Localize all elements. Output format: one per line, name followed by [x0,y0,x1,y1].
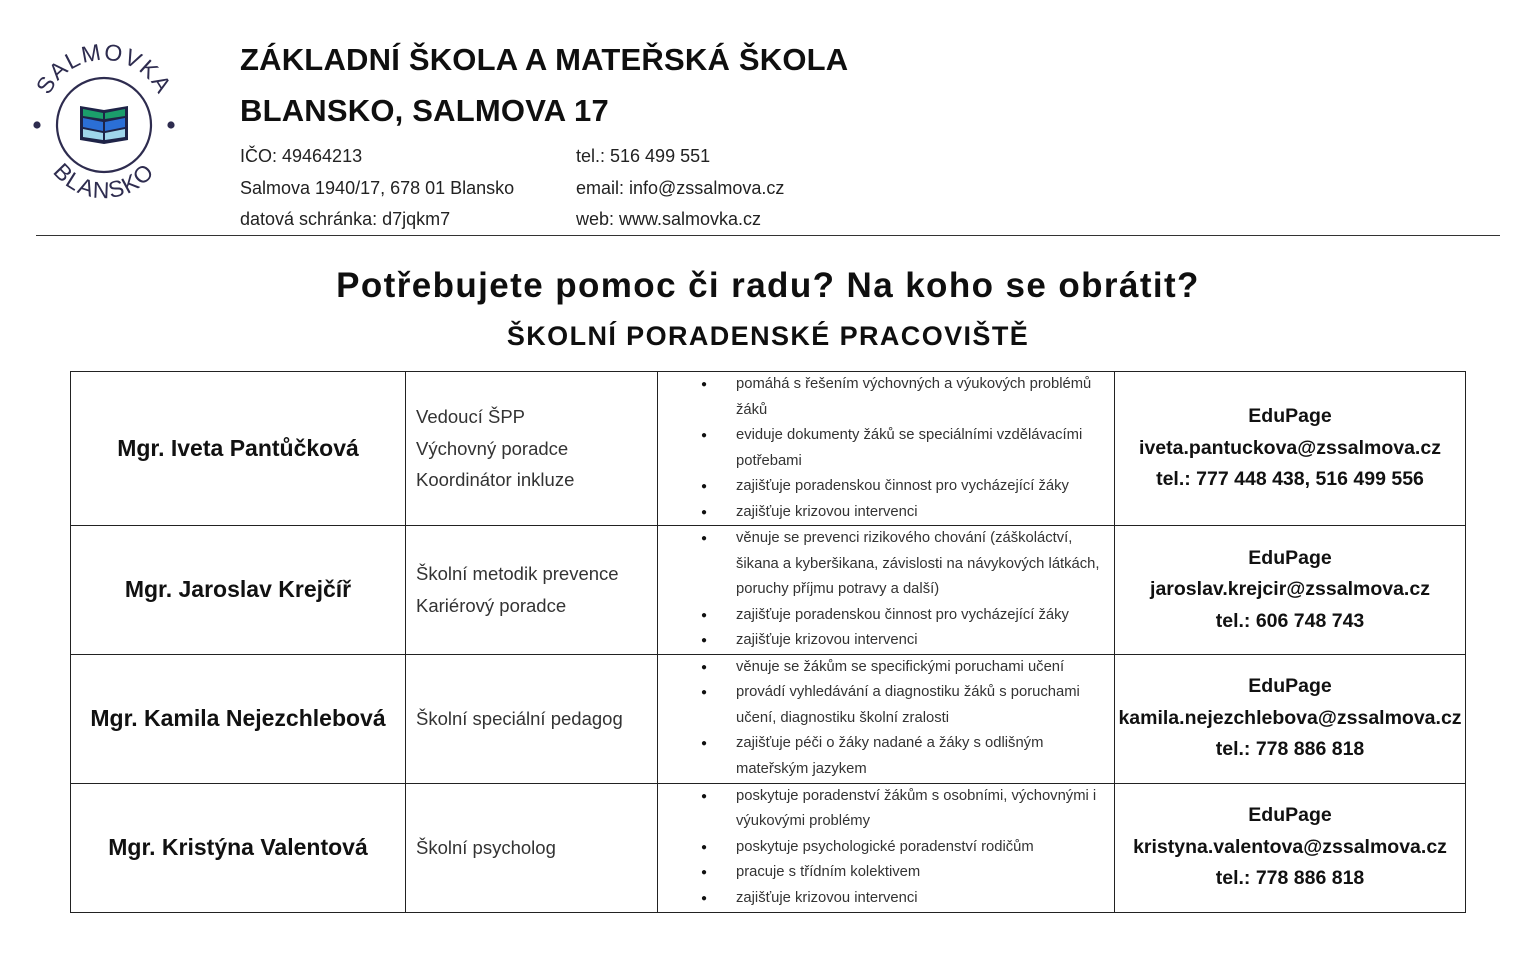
contact-phone: tel.: 778 886 818 [1215,738,1365,761]
duty-item: ● zajišťuje krizovou intervenci [736,500,1104,526]
book-icon [80,106,128,144]
school-phone: tel.: 516 499 551 [576,146,711,166]
contact-email[interactable]: jaroslav.krejcir@zssalmova.cz [1150,578,1430,600]
school-data-box: datová schránka: d7jqkm7 [240,209,451,229]
school-info-left [240,141,514,236]
duty-item: ● věnuje se prevenci rizikového chování (záškoláctví, šikana a kyberšikana, závislosti na návykových látkách, poruchy příjmu potravy a další) [736,526,1104,603]
contact-phone: tel.: 778 886 818 [1215,867,1365,890]
logo-top-text: SALMOVKA [30,42,178,99]
staff-role: Kariérový poradce [416,594,567,616]
duty-item: ● zajišťuje krizovou intervenci [736,886,1104,912]
staff-duties [658,526,1115,655]
page-subtitle: ŠKOLNÍ PORADENSKÉ PRACOVIŠTĚ [506,321,1030,351]
contact-platform: EduPage [1248,675,1332,698]
staff-role: Školní psycholog [416,836,556,858]
staff-role: Školní metodik prevence [416,563,619,585]
staff-role: Výchovný poradce [416,437,569,459]
staff-duties [658,372,1115,526]
staff-roles [406,372,658,526]
staff-role: Vedoucí ŠPP [416,406,526,428]
school-email[interactable]: email: info@zssalmova.cz [576,177,785,198]
duty-item: ● pracuje s třídním kolektivem [736,860,1104,886]
school-ico: IČO: 49464213 [240,146,363,166]
contact-phone: tel.: 606 748 743 [1215,609,1365,632]
contact-platform: EduPage [1248,804,1332,827]
duty-list [658,655,1114,783]
duty-list [658,526,1114,654]
staff-name: Mgr. Kristýna Valentová [71,783,406,912]
contact-platform: EduPage [1248,405,1332,428]
contact-phone: tel.: 777 448 438, 516 499 556 [1156,468,1424,491]
staff-contact [1115,783,1466,912]
duty-item: ● zajišťuje poradenskou činnost pro vycházející žáky [736,603,1104,629]
staff-roles [406,783,658,912]
staff-duties [658,783,1115,912]
contact-email[interactable]: iveta.pantuckova@zssalmova.cz [1139,436,1441,459]
header-divider [36,235,1500,236]
page-title: Potřebujete pomoc či radu? Na koho se obrátit? [336,266,1200,305]
staff-roles [406,654,658,783]
contact-email[interactable]: kristyna.valentova@zssalmova.cz [1133,835,1447,858]
staff-role: Školní speciální pedagog [416,707,623,729]
staff-table [70,371,1466,913]
school-address: Salmova 1940/17, 678 01 Blansko [240,177,515,198]
svg-text:BLANSKO [49,158,160,204]
duty-item: ● provádí vyhledávání a diagnostiku žáků s poruchami učení, diagnostiku školní zralosti [736,680,1104,731]
duty-item: ● zajišťuje péči o žáky nadané a žáky s odlišným mateřským jazykem [736,731,1104,782]
table-row [71,783,1466,912]
contact-email[interactable]: kamila.nejezchlebova@zssalmova.cz [1118,706,1462,729]
school-info-right [576,141,784,236]
duty-item: ● eviduje dokumenty žáků se speciálními vzdělávacími potřebami [736,423,1104,474]
duty-item: ● věnuje se žákům se specifickými poruchami učení [736,655,1104,681]
contact-platform: EduPage [1248,546,1332,569]
school-web[interactable]: web: www.salmovka.cz [576,209,762,229]
staff-name: Mgr. Jaroslav Krejčíř [71,526,406,655]
school-logo [26,42,182,207]
table-row [71,654,1466,783]
svg-text:SALMOVKA [31,42,178,98]
duty-item: ● zajišťuje krizovou intervenci [736,628,1104,654]
staff-duties [658,654,1115,783]
staff-contact [1115,372,1466,526]
staff-contact [1115,654,1466,783]
table-row [71,526,1466,655]
school-title-line2: BLANSKO, SALMOVA 17 [240,93,609,128]
staff-name: Mgr. Iveta Pantůčková [71,372,406,526]
school-title-line1: ZÁKLADNÍ ŠKOLA A MATEŘSKÁ ŠKOLA [240,42,849,77]
staff-name: Mgr. Kamila Nejezchlebová [71,654,406,783]
staff-roles [406,526,658,655]
logo-bottom-text: BLANSKO [48,157,160,204]
staff-contact [1115,526,1466,655]
duty-item: ● poskytuje poradenství žákům s osobními, výchovnými i výukovými problémy [736,784,1104,835]
duty-item: ● zajišťuje poradenskou činnost pro vycházející žáky [736,474,1104,500]
duty-list [658,372,1114,525]
duty-list [658,784,1114,912]
staff-role: Koordinátor inkluze [416,469,575,491]
duty-item: ● pomáhá s řešením výchovných a výukových problémů žáků [736,372,1104,423]
duty-item: ● poskytuje psychologické poradenství rodičům [736,835,1104,861]
table-row [71,372,1466,526]
